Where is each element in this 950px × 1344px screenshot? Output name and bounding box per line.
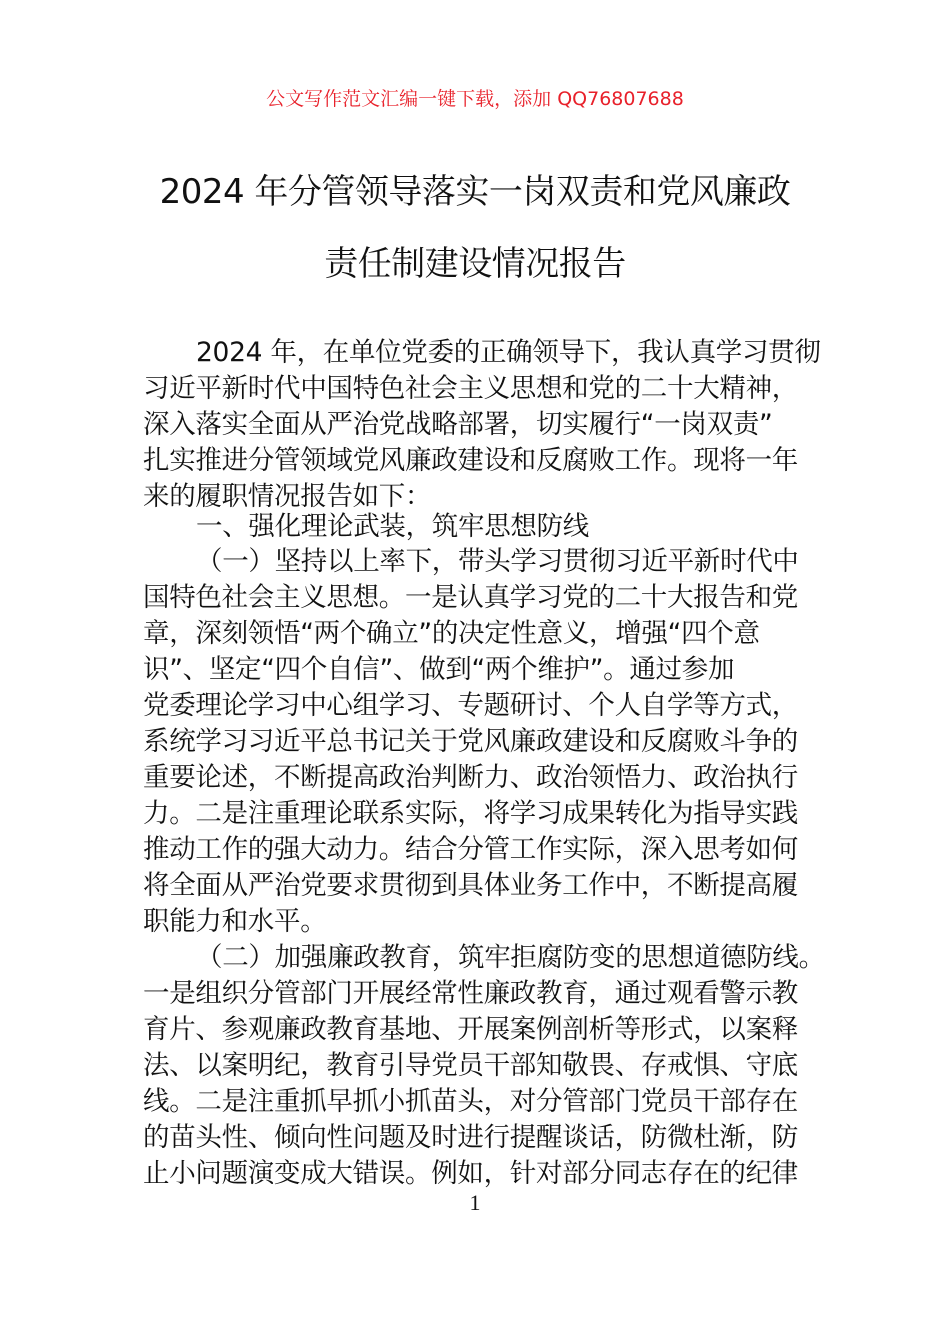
document-title-line-2: 责任制建设情况报告 <box>324 244 626 284</box>
paragraph-line: 职能力和水平。 <box>143 906 327 937</box>
promo-banner: 公文写作范文汇编一键下载，添加 QQ76807688 <box>266 88 684 110</box>
paragraph-line: 习近平新时代中国特色社会主义思想和党的二十大精神， <box>143 373 798 404</box>
paragraph-line: 法、以案明纪，教育引导党员干部知敬畏、存戒惧、守底 <box>143 1050 798 1081</box>
paragraph-line: 深入落实全面从严治党战略部署，切实履行“一岗双责” <box>143 409 773 440</box>
paragraph-line: 系统学习习近平总书记关于党风廉政建设和反腐败斗争的 <box>143 726 798 757</box>
paragraph-line: 将全面从严治党要求贯彻到具体业务工作中，不断提高履 <box>143 870 798 901</box>
paragraph-line: 力。二是注重理论联系实际，将学习成果转化为指导实践 <box>143 798 798 829</box>
paragraph-line: 的苗头性、倾向性问题及时进行提醒谈话，防微杜渐，防 <box>143 1122 798 1153</box>
paragraph-line: 2024 年，在单位党委的正确领导下，我认真学习贯彻 <box>196 337 821 368</box>
paragraph-line: 识”、坚定“四个自信”、做到“两个维护”。通过参加 <box>143 654 735 685</box>
section-heading: 一、强化理论武装，筑牢思想防线 <box>196 511 589 542</box>
document-title-line-1: 2024 年分管领导落实一岗双责和党风廉政 <box>159 172 791 212</box>
paragraph-line: 来的履职情况报告如下： <box>143 481 432 512</box>
paragraph-line: 推动工作的强大动力。结合分管工作实际，深入思考如何 <box>143 834 798 865</box>
paragraph-line: 止小问题演变成大错误。例如，针对部分同志存在的纪律 <box>143 1158 798 1189</box>
paragraph-line: 党委理论学习中心组学习、专题研讨、个人自学等方式， <box>143 690 798 721</box>
paragraph-line: 育片、参观廉政教育基地、开展案例剖析等形式，以案释 <box>143 1014 798 1045</box>
subsection-heading-line: （一）坚持以上率下，带头学习贯彻习近平新时代中 <box>196 546 799 577</box>
paragraph-line: 国特色社会主义思想。一是认真学习党的二十大报告和党 <box>143 582 798 613</box>
paragraph-line: 一是组织分管部门开展经常性廉政教育，通过观看警示教 <box>143 978 798 1009</box>
subsection-heading-line: （二）加强廉政教育，筑牢拒腐防变的思想道德防线。 <box>196 942 825 973</box>
page-number: 1 <box>469 1190 481 1215</box>
paragraph-line: 扎实推进分管领域党风廉政建设和反腐败工作。现将一年 <box>143 445 798 476</box>
paragraph-line: 重要论述，不断提高政治判断力、政治领悟力、政治执行 <box>143 762 798 793</box>
paragraph-line: 章，深刻领悟“两个确立”的决定性意义，增强“四个意 <box>143 618 760 649</box>
paragraph-line: 线。二是注重抓早抓小抓苗头，对分管部门党员干部存在 <box>143 1086 798 1117</box>
